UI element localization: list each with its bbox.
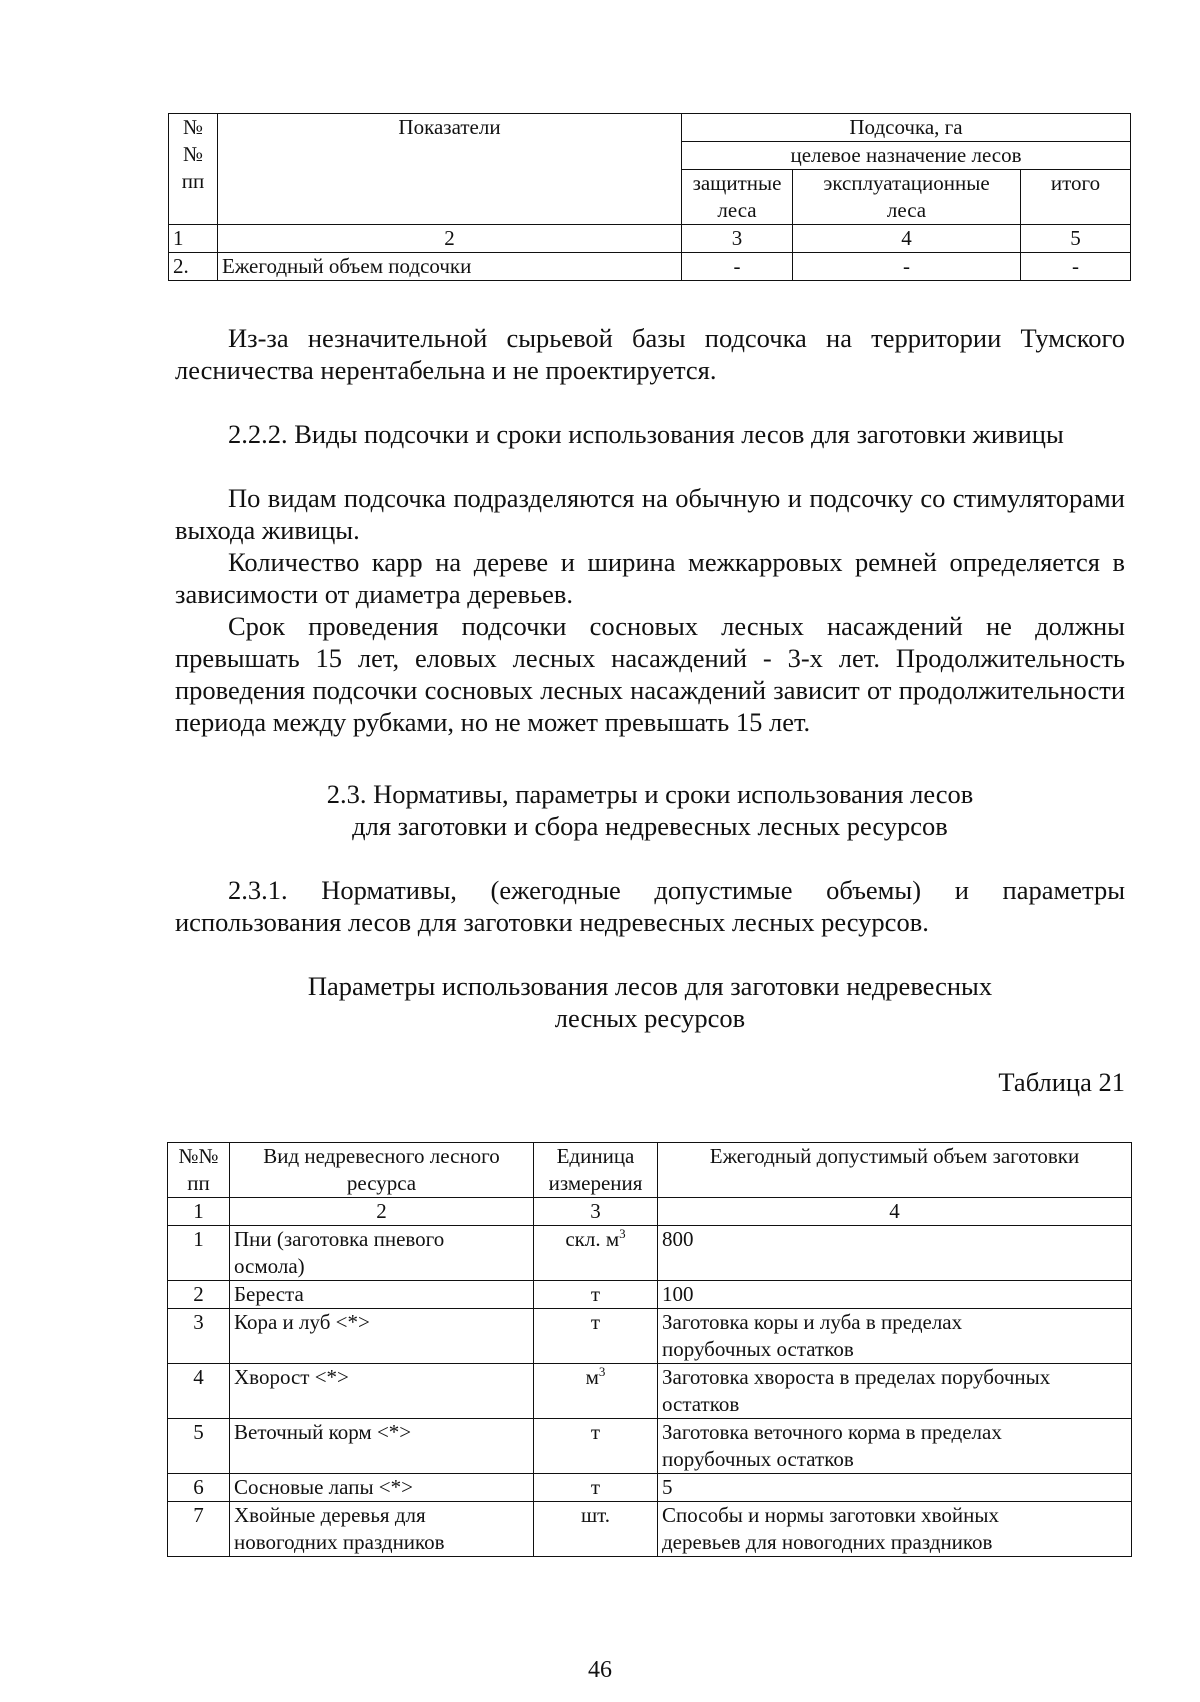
row-exploitation: - bbox=[793, 253, 1021, 281]
unit-text: т bbox=[590, 1282, 601, 1306]
row-total: - bbox=[1021, 253, 1131, 281]
row-kind bbox=[230, 1502, 534, 1557]
row-no: 2. bbox=[169, 253, 218, 281]
header-no-line: пп bbox=[181, 169, 205, 193]
row-no: 5 bbox=[168, 1419, 230, 1474]
header-resource-kind bbox=[230, 1143, 534, 1198]
resin-tapping-table bbox=[168, 113, 1131, 281]
header-protective bbox=[682, 170, 793, 225]
row-label: Ежегодный объем подсочки bbox=[218, 253, 682, 281]
unit-text: т bbox=[590, 1310, 601, 1334]
header-exploitation bbox=[793, 170, 1021, 225]
table-row bbox=[168, 1309, 1132, 1364]
header-resin-tapping: Подсочка, га bbox=[682, 114, 1131, 142]
cell-line: 5 bbox=[662, 1475, 673, 1499]
table-header-row bbox=[168, 1143, 1132, 1198]
header-annual-volume: Ежегодный допустимый объем заготовки bbox=[658, 1143, 1132, 1198]
table-caption bbox=[175, 970, 1125, 1034]
table-row bbox=[168, 1419, 1132, 1474]
row-volume bbox=[658, 1419, 1132, 1474]
cell-line: порубочных остатков bbox=[662, 1337, 854, 1361]
col-number: 4 bbox=[793, 225, 1021, 253]
unit-text: т bbox=[590, 1420, 601, 1444]
unit-text: скл. м bbox=[565, 1227, 620, 1251]
non-timber-resources-table bbox=[167, 1142, 1132, 1557]
row-volume bbox=[658, 1226, 1132, 1281]
row-no: 6 bbox=[168, 1474, 230, 1502]
row-unit bbox=[534, 1474, 658, 1502]
header-line: Единица bbox=[556, 1144, 635, 1168]
col-number: 5 bbox=[1021, 225, 1131, 253]
row-kind bbox=[230, 1281, 534, 1309]
cell-line: Способы и нормы заготовки хвойных bbox=[662, 1503, 999, 1527]
header-line: №№ bbox=[178, 1144, 219, 1168]
table-row bbox=[168, 1502, 1132, 1557]
col-number: 3 bbox=[534, 1198, 658, 1226]
cell-line: Береста bbox=[234, 1282, 304, 1306]
row-volume bbox=[658, 1364, 1132, 1419]
row-unit bbox=[534, 1226, 658, 1281]
unit-text: шт. bbox=[580, 1503, 611, 1527]
row-unit bbox=[534, 1281, 658, 1309]
cell-line: Заготовка хвороста в пределах порубочных bbox=[662, 1365, 1051, 1389]
page-number: 46 bbox=[588, 1657, 612, 1683]
col-number: 1 bbox=[168, 1198, 230, 1226]
header-no-line: № bbox=[182, 115, 204, 139]
header-line: эксплуатационные bbox=[823, 171, 990, 195]
cell-line: 800 bbox=[662, 1227, 694, 1251]
header-no bbox=[168, 1143, 230, 1198]
row-volume bbox=[658, 1281, 1132, 1309]
header-unit bbox=[534, 1143, 658, 1198]
table-row bbox=[169, 253, 1131, 281]
paragraph-types: По видам подсочка подразделяются на обычную и подсочку со стимуляторами выхода живицы. bbox=[175, 483, 1125, 545]
header-line: ресурса bbox=[346, 1171, 417, 1195]
column-number-row bbox=[169, 225, 1131, 253]
paragraph-terms: Срок проведения подсочки сосновых лесных насаждений не должны превышать 15 лет, еловых лесных насаждений - 3-х лет. Продолжительность проведения подсочки сосновых лесных насаждений зависит от продолжительности периода между рубками, но не может превышать 15 лет. bbox=[175, 611, 1125, 737]
header-forest-purpose: целевое назначение лесов bbox=[682, 142, 1131, 170]
header-indicators: Показатели bbox=[218, 114, 682, 225]
paragraph-not-profitable: Из-за незначительной сырьевой базы подсочка на территории Тумского лесничества нерентабельна и не проектируется. bbox=[175, 323, 1125, 385]
table-header-row bbox=[169, 114, 1131, 142]
header-line: леса bbox=[717, 198, 757, 222]
row-unit bbox=[534, 1364, 658, 1419]
row-volume bbox=[658, 1309, 1132, 1364]
table-row bbox=[168, 1364, 1132, 1419]
heading-line: 2.3. Нормативы, параметры и сроки использования лесов bbox=[326, 779, 974, 809]
header-no bbox=[169, 114, 218, 225]
section-heading-2-2-2: 2.2.2. Виды подсочки и сроки использования лесов для заготовки живицы bbox=[228, 419, 1064, 449]
section-heading-2-3 bbox=[175, 778, 1125, 842]
row-no: 2 bbox=[168, 1281, 230, 1309]
header-line: Вид недревесного лесного bbox=[263, 1144, 500, 1168]
row-kind bbox=[230, 1226, 534, 1281]
row-protective: - bbox=[682, 253, 793, 281]
col-number: 2 bbox=[218, 225, 682, 253]
row-unit bbox=[534, 1309, 658, 1364]
cell-line: Хворост <*> bbox=[234, 1365, 349, 1389]
col-number: 4 bbox=[658, 1198, 1132, 1226]
row-kind bbox=[230, 1364, 534, 1419]
cell-line: Заготовка коры и луба в пределах bbox=[662, 1310, 963, 1334]
cell-line: Заготовка веточного корма в пределах bbox=[662, 1420, 1002, 1444]
row-no: 7 bbox=[168, 1502, 230, 1557]
header-total: итого bbox=[1021, 170, 1131, 225]
table-label: Таблица 21 bbox=[998, 1067, 1125, 1097]
cell-line: Сосновые лапы <*> bbox=[234, 1475, 413, 1499]
header-line: леса bbox=[886, 198, 927, 222]
paragraph-carr-count: Количество карр на дереве и ширина межкарровых ремней определяется в зависимости от диаметра деревьев. bbox=[175, 547, 1125, 609]
cell-line: осмола) bbox=[234, 1254, 305, 1278]
cell-line: Пни (заготовка пневого bbox=[234, 1227, 445, 1251]
row-unit bbox=[534, 1419, 658, 1474]
cell-line: деревьев для новогодних праздников bbox=[662, 1530, 993, 1554]
header-line: пп bbox=[187, 1171, 210, 1195]
unit-superscript: 3 bbox=[619, 1226, 626, 1241]
column-number-row bbox=[168, 1198, 1132, 1226]
header-line: защитные bbox=[692, 171, 782, 195]
section-heading-2-3-1: 2.3.1. Нормативы, (ежегодные допустимые объемы) и параметры использования лесов для заготовки недревесных лесных ресурсов. bbox=[175, 875, 1125, 937]
row-no: 4 bbox=[168, 1364, 230, 1419]
unit-text: т bbox=[590, 1475, 601, 1499]
table-row bbox=[168, 1226, 1132, 1281]
cell-line: Веточный корм <*> bbox=[234, 1420, 412, 1444]
row-no: 1 bbox=[168, 1226, 230, 1281]
caption-line: Параметры использования лесов для заготовки недревесных bbox=[307, 971, 993, 1001]
table-row bbox=[168, 1474, 1132, 1502]
cell-line: Хвойные деревья для bbox=[234, 1503, 426, 1527]
row-volume bbox=[658, 1474, 1132, 1502]
row-kind bbox=[230, 1309, 534, 1364]
col-number: 2 bbox=[230, 1198, 534, 1226]
cell-line: остатков bbox=[662, 1392, 740, 1416]
header-line: измерения bbox=[548, 1171, 643, 1195]
row-no: 3 bbox=[168, 1309, 230, 1364]
row-volume bbox=[658, 1502, 1132, 1557]
caption-line: лесных ресурсов bbox=[554, 1003, 746, 1033]
row-kind bbox=[230, 1474, 534, 1502]
table-row bbox=[168, 1281, 1132, 1309]
col-number: 3 bbox=[682, 225, 793, 253]
row-unit bbox=[534, 1502, 658, 1557]
col-number: 1 bbox=[169, 225, 218, 253]
unit-superscript: 3 bbox=[598, 1364, 606, 1379]
heading-line: для заготовки и сбора недревесных лесных ресурсов bbox=[352, 811, 948, 841]
header-no-line: № bbox=[182, 142, 204, 166]
cell-line: порубочных остатков bbox=[662, 1447, 854, 1471]
cell-line: Кора и луб <*> bbox=[234, 1310, 370, 1334]
cell-line: новогодних праздников bbox=[234, 1530, 445, 1554]
unit-text: м bbox=[585, 1365, 599, 1389]
row-kind bbox=[230, 1419, 534, 1474]
cell-line: 100 bbox=[662, 1282, 694, 1306]
